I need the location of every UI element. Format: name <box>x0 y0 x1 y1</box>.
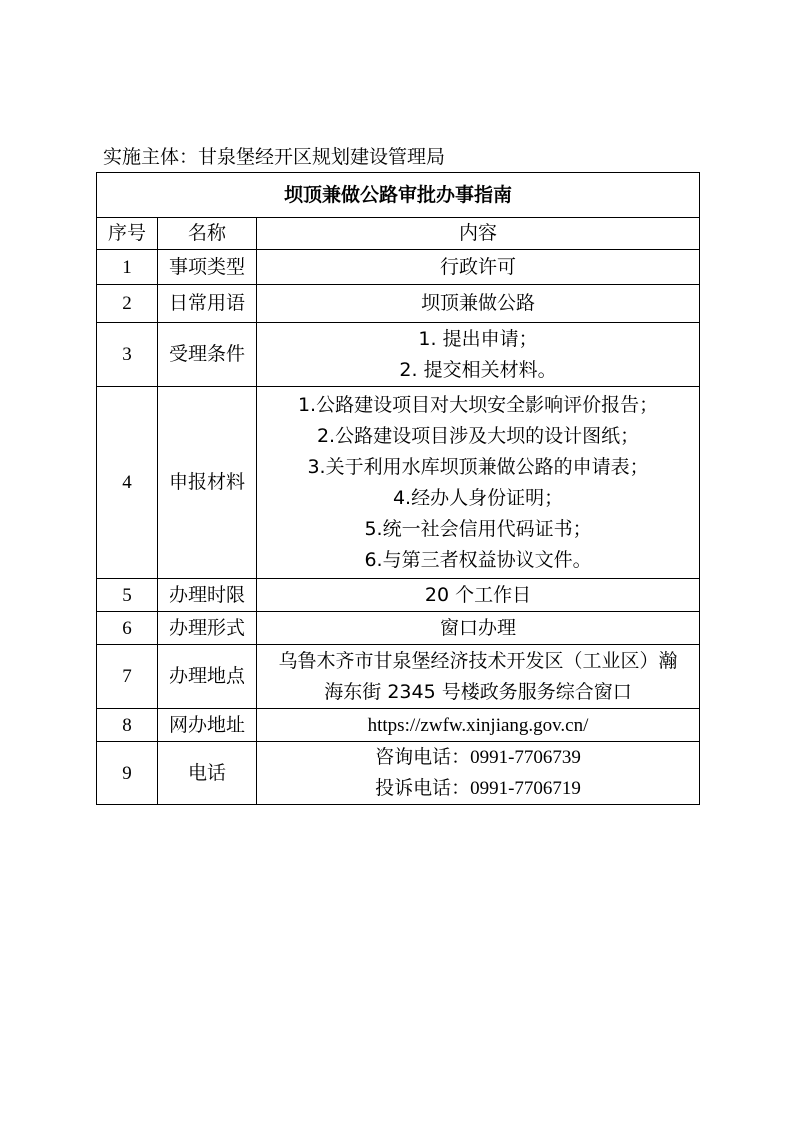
row-index: 8 <box>97 709 158 742</box>
row-content: 20 个工作日 <box>257 579 700 612</box>
header-content: 内容 <box>257 218 700 250</box>
material-line: 4.经办人身份证明； <box>392 486 564 509</box>
table-row <box>97 742 700 805</box>
table-row <box>97 387 700 579</box>
consultation-phone <box>257 742 699 773</box>
material-line: 1.公路建设项目对大坝安全影响评价报告； <box>297 393 659 416</box>
row-name: 电话 <box>158 742 257 805</box>
material-line: 3.关于利用水库坝顶兼做公路的申请表； <box>307 455 649 478</box>
header-index: 序号 <box>97 218 158 250</box>
table-row <box>97 612 700 645</box>
address-line: 海东街 2345 号楼政务服务综合窗口 <box>324 680 632 703</box>
row-name: 网办地址 <box>158 709 257 742</box>
document-title: 坝顶兼做公路审批办事指南 <box>97 173 700 218</box>
condition-line: 1. 提出申请； <box>418 327 538 350</box>
row-content: 行政许可 <box>257 250 700 285</box>
row-name: 申报材料 <box>158 387 257 579</box>
row-index: 4 <box>97 387 158 579</box>
phone-number: 0991-7706719 <box>470 778 581 799</box>
material-line: 2.公路建设项目涉及大坝的设计图纸； <box>316 424 640 447</box>
row-index: 7 <box>97 645 158 709</box>
address-line: 乌鲁木齐市甘泉堡经济技术开发区（工业区）瀚 <box>278 649 678 672</box>
table-row <box>97 709 700 742</box>
table-row <box>97 250 700 285</box>
row-name: 办理形式 <box>158 612 257 645</box>
row-name: 事项类型 <box>158 250 257 285</box>
row-index: 5 <box>97 579 158 612</box>
phone-label: 投诉电话： <box>375 777 471 799</box>
online-service-url[interactable]: https://zwfw.xinjiang.gov.cn/ <box>257 709 700 742</box>
row-index: 9 <box>97 742 158 805</box>
guide-table <box>96 172 700 805</box>
phone-label: 咨询电话： <box>375 746 471 768</box>
row-index: 6 <box>97 612 158 645</box>
row-name: 日常用语 <box>158 285 257 323</box>
row-index: 1 <box>97 250 158 285</box>
condition-line: 2. 提交相关材料。 <box>399 358 557 381</box>
row-index: 2 <box>97 285 158 323</box>
row-name: 受理条件 <box>158 323 257 387</box>
header-name: 名称 <box>158 218 257 250</box>
material-line: 6.与第三者权益协议文件。 <box>364 548 592 571</box>
row-name: 办理地点 <box>158 645 257 709</box>
header-row <box>97 218 700 250</box>
row-content <box>257 323 700 387</box>
material-line: 5.统一社会信用代码证书； <box>364 517 592 540</box>
table-row <box>97 285 700 323</box>
phone-number: 0991-7706739 <box>470 747 581 768</box>
row-content <box>257 645 700 709</box>
implementing-agency: 实施主体：甘泉堡经开区规划建设管理局 <box>103 146 446 168</box>
row-index: 3 <box>97 323 158 387</box>
row-name: 办理时限 <box>158 579 257 612</box>
table-row <box>97 323 700 387</box>
table-row <box>97 579 700 612</box>
table-row <box>97 645 700 709</box>
complaint-phone <box>257 773 699 804</box>
row-content: 坝顶兼做公路 <box>257 285 700 323</box>
row-content <box>257 742 700 805</box>
row-content <box>257 387 700 579</box>
row-content: 窗口办理 <box>257 612 700 645</box>
title-row <box>97 173 700 218</box>
